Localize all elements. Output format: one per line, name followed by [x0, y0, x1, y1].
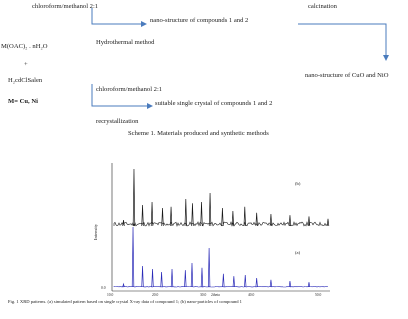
trace-a-label: (a)	[295, 250, 301, 255]
metals-label: M= Cu, Ni	[8, 98, 38, 105]
scheme-arrows	[92, 8, 386, 106]
peak-a-2	[142, 266, 144, 287]
peak-a-13	[256, 278, 258, 287]
peak-b-17	[327, 219, 329, 226]
scheme-caption: Scheme 1. Materials produced and synthetic methods	[128, 130, 269, 137]
peak-a-10	[223, 274, 225, 287]
peak-b-10	[222, 208, 224, 226]
arrow-to-crystal	[92, 84, 152, 106]
peak-a-3	[152, 269, 154, 287]
trace-b-label: (b)	[295, 181, 301, 186]
y-tick-0: 0.0	[101, 286, 106, 290]
peak-a-14	[270, 280, 272, 287]
arrow-to-nano	[92, 8, 146, 24]
peak-a-8	[201, 268, 203, 287]
trace-b-baseline	[114, 222, 328, 226]
peak-b-6	[185, 199, 187, 226]
solvent-bottom-label: chloroform/methanol 2:1	[96, 86, 163, 93]
arrow-calcination	[298, 24, 386, 60]
peak-a-6	[185, 270, 187, 287]
reactant-metal-salt: M(OAC)₂ . nH₂O	[1, 43, 48, 50]
peak-a-9	[208, 248, 210, 287]
reactant-ligand: H₂cdClSalen	[8, 77, 43, 84]
x-tick-4: 40.0	[248, 293, 255, 297]
peak-a-5	[171, 269, 173, 287]
peak-a-7	[191, 263, 193, 287]
x-tick-3: 30.0	[200, 293, 207, 297]
peak-b-15	[289, 215, 291, 226]
product-crystal-label: suitable single crystal of compounds 1 and 2	[155, 100, 273, 107]
trace-a-baseline	[114, 286, 328, 287]
peak-b-4	[162, 208, 164, 226]
peak-b-7	[192, 203, 194, 226]
peak-a-11	[233, 276, 235, 287]
peak-b-8	[201, 202, 203, 226]
x-tick-5: 50.0	[315, 293, 322, 297]
y-axis-label: Intensity	[93, 223, 98, 240]
x-axis-label: 2theta	[211, 293, 220, 297]
solvent-top-label: chloroform/methanol 2:1	[32, 3, 99, 10]
peak-b-1	[133, 169, 135, 226]
peak-a-1	[132, 227, 134, 287]
peak-a-4	[161, 272, 163, 287]
plus-sign: +	[24, 61, 28, 68]
method-top-label: Hydrothermal method	[96, 39, 155, 46]
peak-b-9	[209, 193, 211, 226]
peak-b-2	[142, 205, 144, 226]
peak-a-15	[289, 281, 291, 287]
peak-a-16	[308, 282, 310, 287]
x-tick-2: 20.0	[152, 293, 159, 297]
peak-a-12	[244, 275, 246, 287]
calcination-label: calcination	[308, 3, 337, 10]
figure-caption: Fig. 1 XRD patterns. (a) simulated pattern based on single crystal X-ray data of compound 1; (b) nano-particles of compound 1	[8, 299, 242, 304]
peak-b-0	[123, 220, 125, 226]
method-bottom-label: recrystallization	[96, 118, 139, 125]
x-tick-1: 10.0	[107, 293, 114, 297]
xrd-traces	[114, 169, 329, 287]
product-oxides-label: nano-structure of CuO and NiO	[305, 72, 389, 79]
figure-caption-clipped	[8, 299, 408, 306]
product-nano-label: nano-structure of compounds 1 and 2	[150, 17, 249, 24]
